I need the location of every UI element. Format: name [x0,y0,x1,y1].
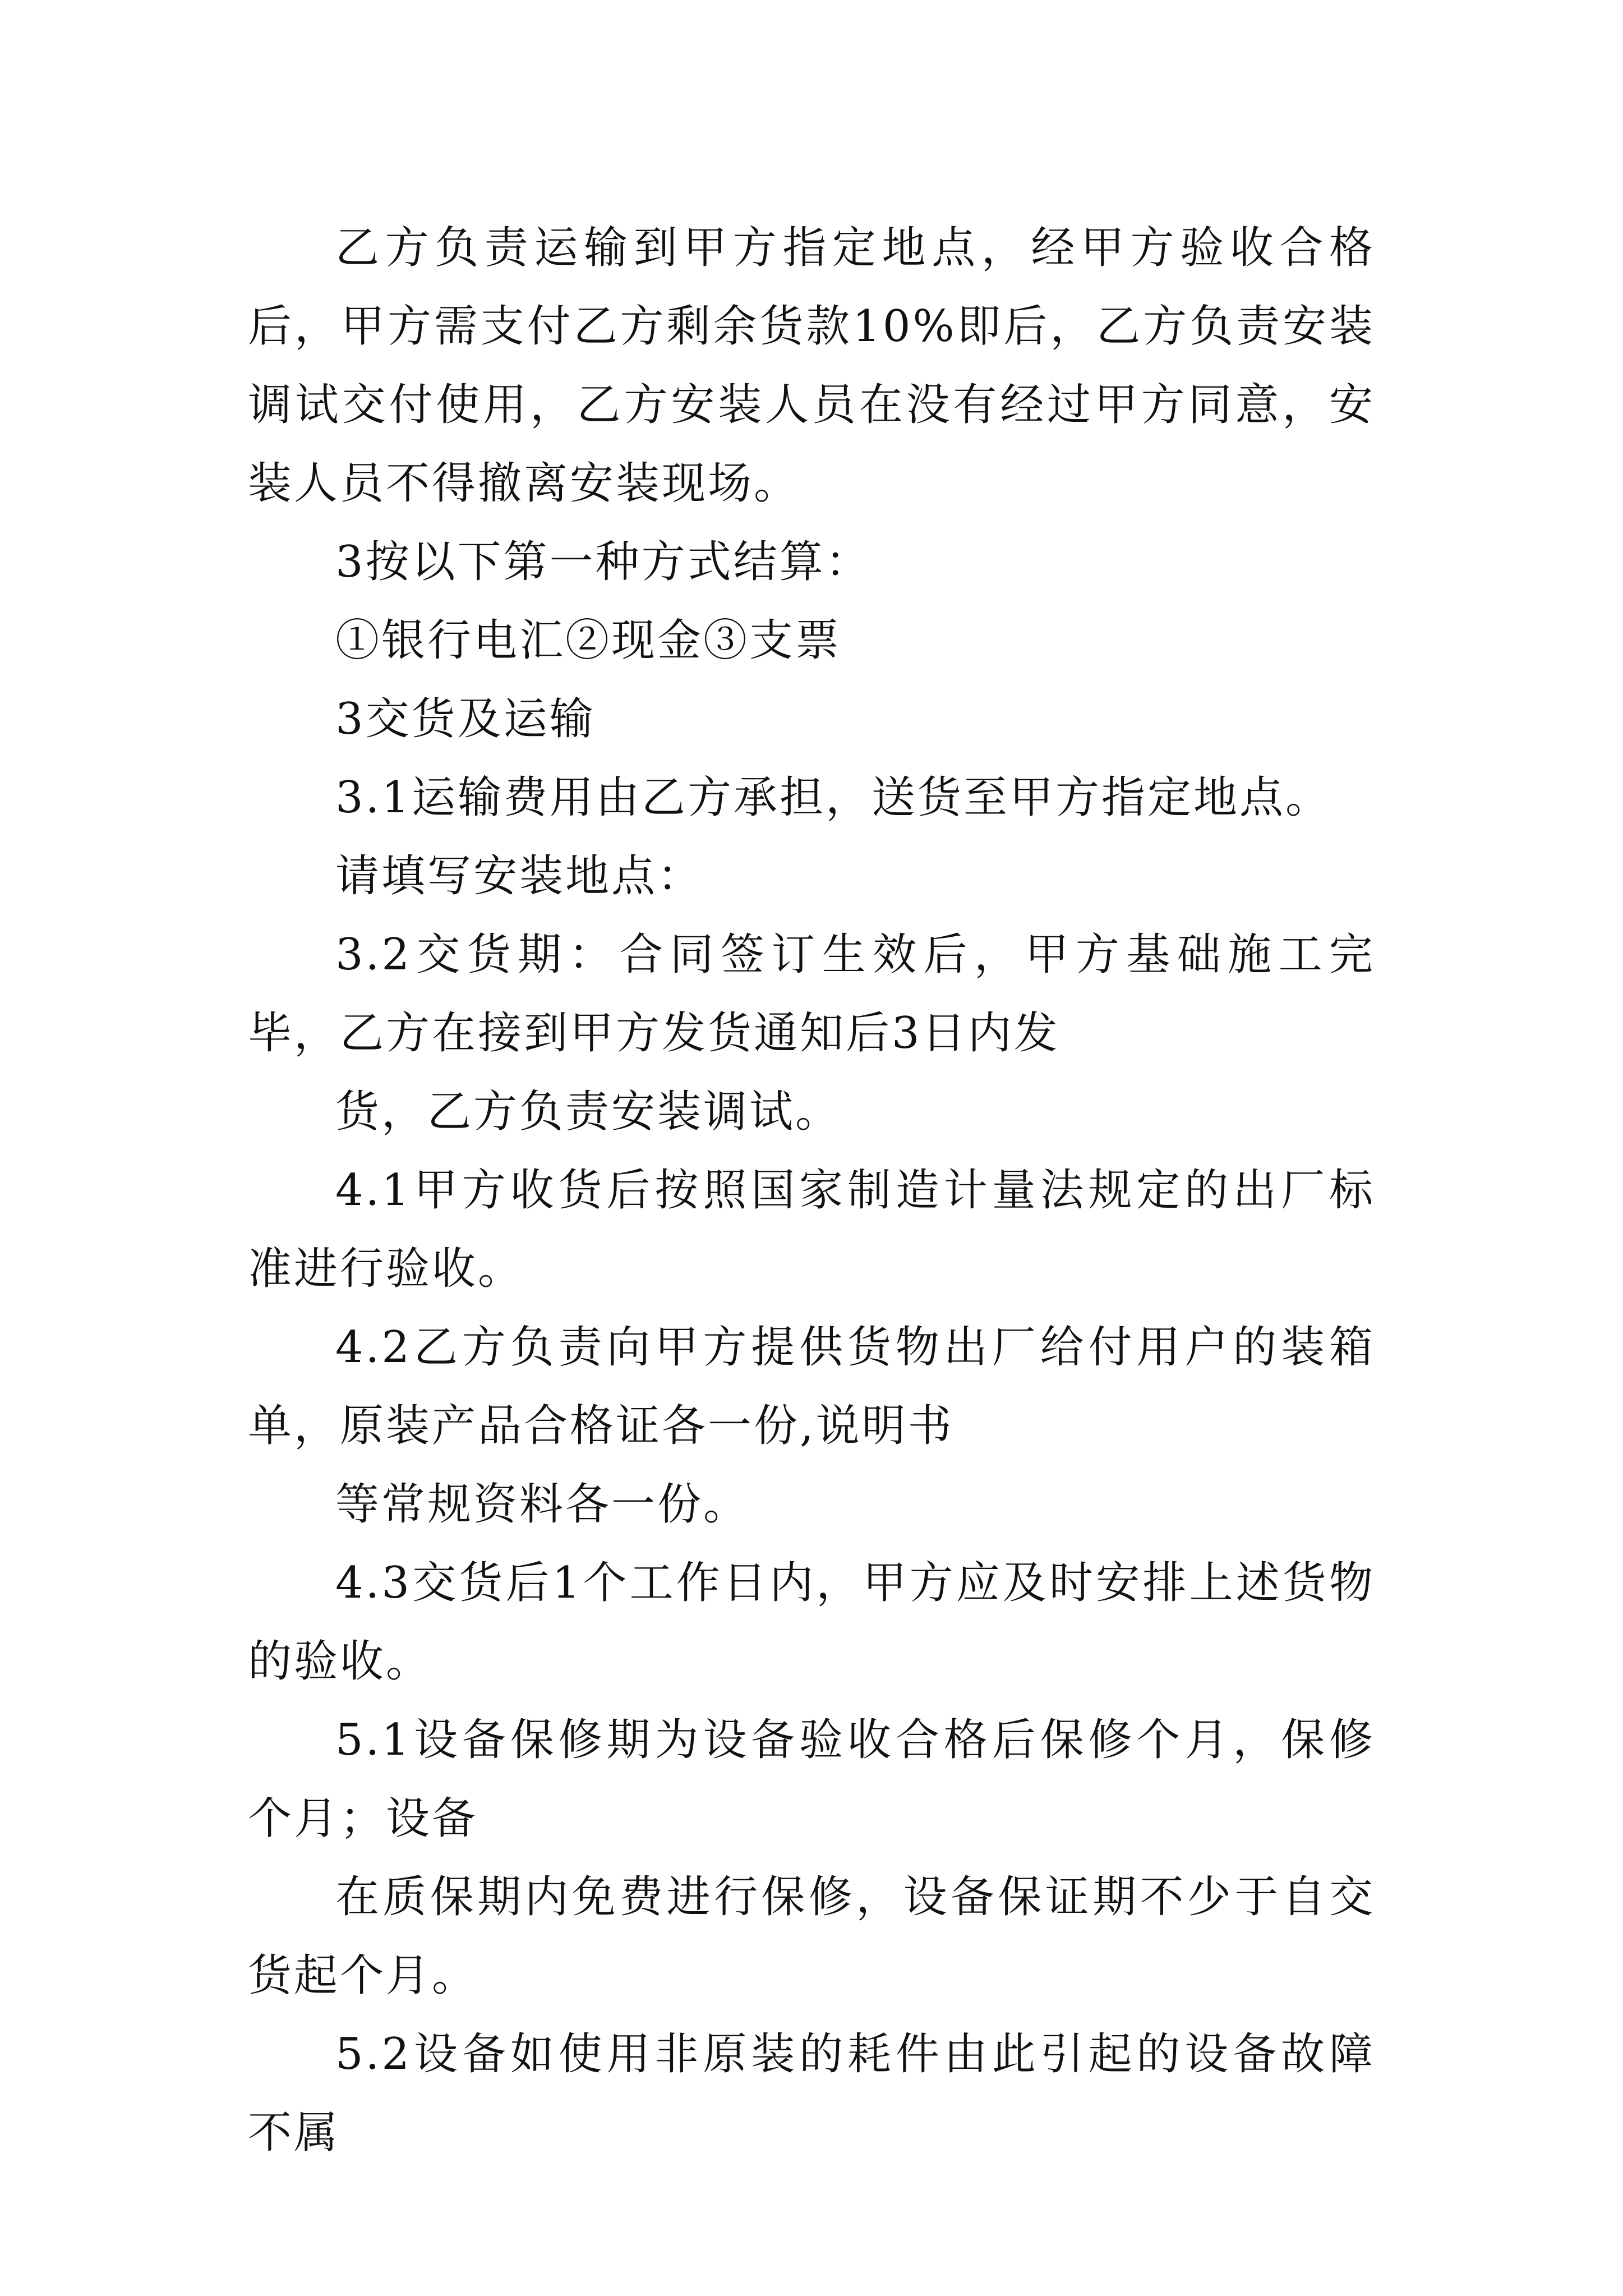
paragraph-payment-options: ①银行电汇②现金③支票 [335,615,842,666]
paragraph-settlement-method: 3按以下第一种方式结算： [335,537,872,587]
paragraph-3-1: 3.1运输费用由乙方承担，送货至甲方指定地点。 [335,772,1332,823]
document-body [248,209,1375,2172]
paragraph-5-1: 5.1设备保修期为设备验收合格后保修个月，保修个月；设备 [248,1715,1375,1844]
paragraph-4-3: 4.3交货后1个工作日内，甲方应及时安排上述货物的验收。 [248,1558,1375,1687]
paragraph-4-2: 4.2乙方负责向甲方提供货物出厂给付用户的装箱单，原装产品合格证各一份,说明书 [248,1322,1375,1451]
section-heading-delivery: 3交货及运输 [335,694,596,744]
paragraph-4-1: 4.1甲方收货后按照国家制造计量法规定的出厂标准进行验收。 [248,1165,1375,1294]
paragraph-install-location: 请填写安装地点： [335,851,704,901]
paragraph-delivery-acceptance: 乙方负责运输到甲方指定地点，经甲方验收合格后，甲方需支付乙方剩余货款10%即后，乙方负责安装调试交付使用，乙方安装人员在没有经过甲方同意，安装人员不得撤离安装现场。 [248,223,1375,509]
paragraph-4-2-cont: 等常规资料各一份。 [335,1479,750,1530]
paragraph-5-2: 5.2设备如使用非原装的耗件由此引起的设备故障不属 [248,2029,1375,2158]
paragraph-3-2-cont: 货，乙方负责安装调试。 [335,1087,842,1137]
paragraph-5-1-cont: 在质保期内免费进行保修，设备保证期不少于自交货起个月。 [248,1872,1375,2001]
paragraph-3-2: 3.2交货期：合同签订生效后，甲方基础施工完毕，乙方在接到甲方发货通知后3日内发 [248,930,1375,1059]
